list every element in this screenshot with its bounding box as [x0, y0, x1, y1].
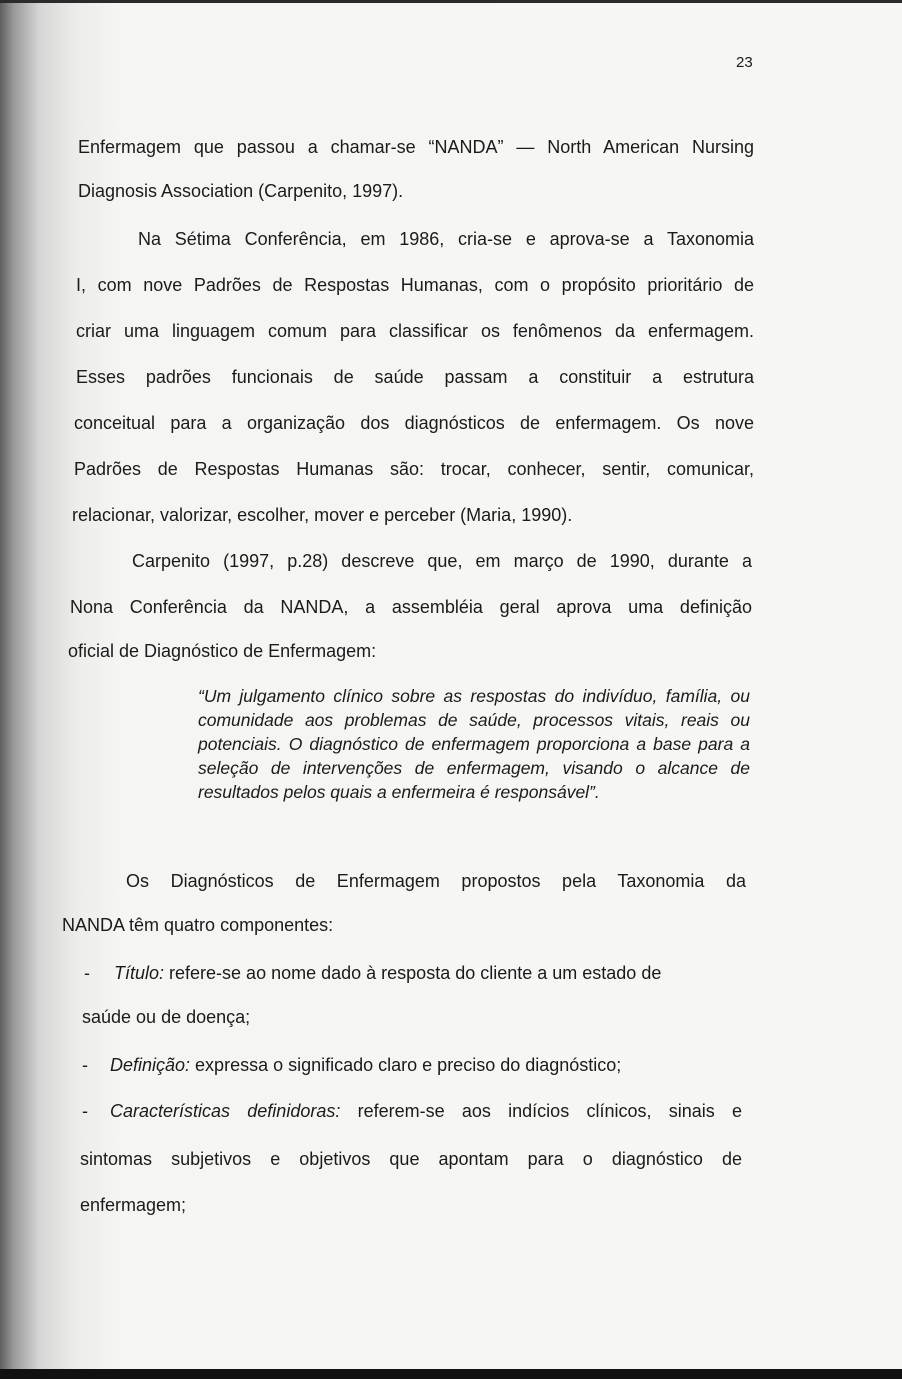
paragraph-2-line-7: relacionar, valorizar, escolher, mover e perceber (Maria, 1990). [72, 505, 573, 525]
paragraph-2-line-5: conceitual para a organização dos diagnósticos de enfermagem. Os nove [74, 413, 754, 433]
paragraph-1-line-1: Enfermagem que passou a chamar-se “NANDA” — North American Nursing [78, 137, 754, 157]
list-item-3-dash: - [82, 1101, 88, 1121]
list-item-2-dash: - [82, 1055, 88, 1075]
paragraph-4-line-2: NANDA têm quatro componentes: [62, 915, 334, 935]
paragraph-2-line-2: I, com nove Padrões de Respostas Humanas, com o propósito prioritário de [76, 275, 754, 295]
paragraph-1-line-2: Diagnosis Association (Carpenito, 1997). [78, 181, 404, 201]
paragraph-2-line-1: Na Sétima Conferência, em 1986, cria-se e aprova-se a Taxonomia [138, 229, 754, 249]
list-item-1-term: Título: [114, 963, 165, 983]
list-item-1-text: refere-se ao nome dado à resposta do cliente a um estado de [164, 963, 662, 983]
page-number: 23 [736, 54, 753, 71]
list-item-2-term: Definição: [110, 1055, 191, 1075]
paragraph-3-line-1: Carpenito (1997, p.28) descreve que, em março de 1990, durante a [132, 551, 752, 571]
paragraph-3-line-2: Nona Conferência da NANDA, a assembléia geral aprova uma definição [70, 597, 752, 617]
list-item-2-text: expressa o significado claro e preciso do diagnóstico; [190, 1055, 622, 1075]
paragraph-2-line-6: Padrões de Respostas Humanas são: trocar, conhecer, sentir, comunicar, [74, 459, 754, 479]
list-item-2 [110, 1054, 621, 1076]
list-item-3-term: Características definidoras: [110, 1101, 341, 1121]
block-quote: “Um julgamento clínico sobre as respostas do indivíduo, família, ou comunidade aos problemas de saúde, processos vitais, reais ou potenciais. O diagnóstico de enfermagem proporciona a base para a seleção de intervenções de enfermagem, visando o alcance de resultados pelos quais a enfermeira é responsável”. [198, 686, 750, 802]
list-item-1-line-2: saúde ou de doença; [82, 1007, 251, 1027]
list-item-3-line-3: enfermagem; [80, 1195, 187, 1215]
list-item-3 [110, 1100, 742, 1122]
list-item-1 [114, 962, 661, 984]
paragraph-2-line-3: criar uma linguagem comum para classificar os fenômenos da enfermagem. [76, 321, 754, 341]
paragraph-4-line-1: Os Diagnósticos de Enfermagem propostos pela Taxonomia da [126, 871, 746, 891]
bottom-scan-edge [0, 1369, 902, 1379]
top-scan-edge [0, 0, 902, 3]
list-item-3-text: referem-se aos indícios clínicos, sinais e [340, 1101, 743, 1121]
paragraph-2-line-4: Esses padrões funcionais de saúde passam a constituir a estrutura [76, 367, 754, 387]
list-item-3-line-2: sintomas subjetivos e objetivos que apontam para o diagnóstico de [80, 1149, 742, 1169]
list-item-1-dash: - [84, 963, 90, 983]
paragraph-3-line-3: oficial de Diagnóstico de Enfermagem: [68, 641, 377, 661]
